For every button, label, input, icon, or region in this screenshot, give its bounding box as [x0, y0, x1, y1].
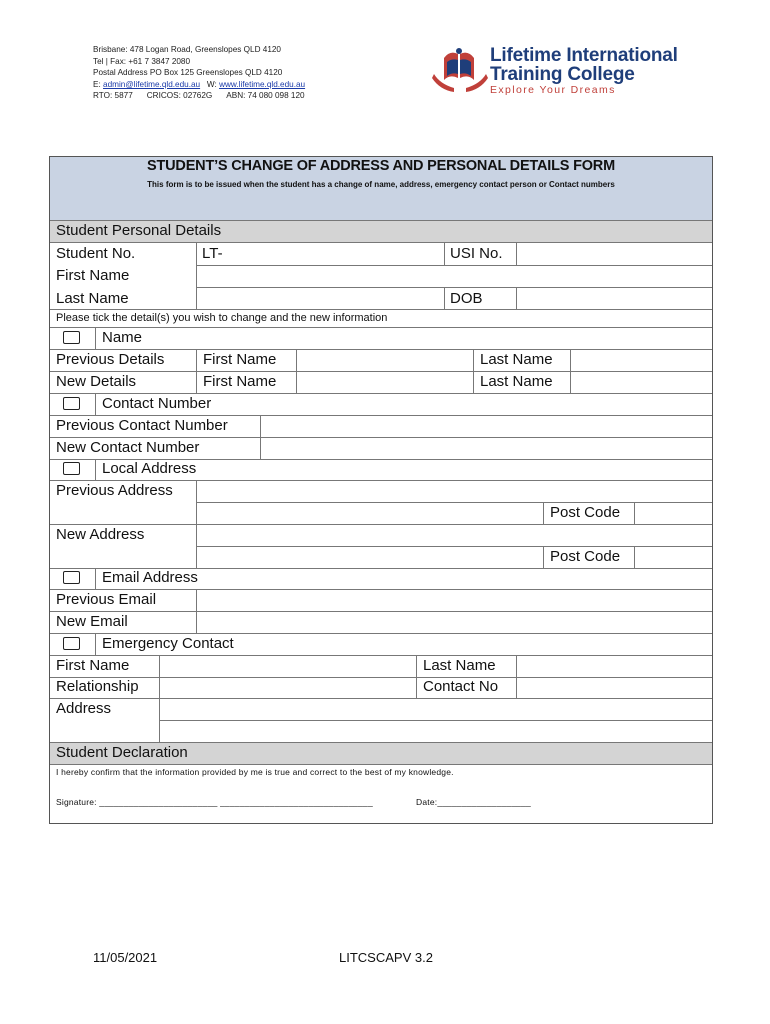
previous-details-label: Previous Details	[56, 351, 165, 368]
dob-field[interactable]	[517, 288, 712, 309]
change-instruction: Please tick the detail(s) you wish to change and the new information	[56, 312, 388, 324]
first-name-label: First Name	[56, 267, 130, 284]
footer-document-code: LITCSCAPV 3.2	[339, 950, 433, 965]
student-no-label: Student No.	[56, 245, 136, 262]
email-web-line	[93, 79, 319, 91]
website-link[interactable]: www.lifetime.qld.edu.au	[219, 79, 306, 89]
college-logo	[430, 44, 700, 100]
emergency-address-label: Address	[56, 700, 112, 717]
emergency-last-name-label: Last Name	[423, 657, 496, 674]
previous-post-code-label: Post Code	[550, 504, 621, 521]
declaration-heading: Student Declaration	[56, 744, 188, 761]
contact-no-label: Contact No	[423, 678, 499, 695]
postal-line: Postal Address PO Box 125 Greenslopes QLD 4120	[93, 68, 283, 78]
declaration-statement: I hereby confirm that the information provided by me is true and correct to the best of my knowledge.	[56, 767, 454, 777]
date-line[interactable]: Date:___________________	[416, 797, 531, 807]
contact-number-checkbox[interactable]	[63, 397, 80, 410]
first-name-field[interactable]	[197, 266, 712, 287]
new-last-name-label: Last Name	[480, 373, 553, 390]
phone-line: Tel | Fax: +61 7 3847 2080	[93, 56, 191, 66]
new-first-name-label: First Name	[203, 373, 277, 390]
cricos-number: CRICOS: 02762G	[146, 91, 213, 101]
email-link[interactable]: admin@lifetime.qld.edu.au	[103, 79, 201, 89]
logo-line-1: Lifetime International	[490, 45, 678, 66]
previous-contact-label: Previous Contact Number	[56, 417, 228, 434]
web-prefix: W:	[206, 79, 220, 89]
previous-first-name-label: First Name	[203, 351, 277, 368]
email-address-checkbox[interactable]	[63, 571, 80, 584]
college-contact-block	[93, 44, 319, 102]
emergency-contact-checkbox[interactable]	[63, 637, 80, 650]
emergency-contact-option-label: Emergency Contact	[102, 635, 234, 652]
usi-no-field[interactable]	[517, 243, 712, 265]
local-address-checkbox[interactable]	[63, 462, 80, 475]
emergency-first-name-label: First Name	[56, 657, 130, 674]
contact-number-option-label: Contact Number	[102, 395, 212, 412]
local-address-option-label: Local Address	[102, 460, 197, 477]
new-email-label: New Email	[56, 613, 128, 630]
email-prefix: E:	[93, 79, 104, 89]
relationship-label: Relationship	[56, 678, 139, 695]
usi-no-label: USI No.	[450, 245, 503, 262]
new-details-label: New Details	[56, 373, 137, 390]
previous-last-name-label: Last Name	[480, 351, 553, 368]
new-post-code-label: Post Code	[550, 548, 621, 565]
student-no-field[interactable]: LT-	[202, 245, 223, 262]
registration-line	[93, 90, 319, 102]
name-option-label: Name	[102, 329, 143, 346]
name-checkbox[interactable]	[63, 331, 80, 344]
last-name-field[interactable]	[197, 288, 444, 309]
personal-details-heading: Student Personal Details	[56, 222, 222, 239]
dob-label: DOB	[450, 290, 483, 307]
previous-address-label: Previous Address	[56, 482, 173, 499]
last-name-label: Last Name	[56, 290, 129, 307]
logo-tagline: Explore Your Dreams	[490, 84, 616, 96]
previous-email-label: Previous Email	[56, 591, 157, 608]
abn-number: ABN: 74 080 098 120	[226, 91, 305, 101]
new-address-label: New Address	[56, 526, 145, 543]
rto-number: RTO: 5877	[93, 91, 133, 101]
signature-line[interactable]: Signature: ________________________ _______________________________	[56, 797, 373, 807]
new-contact-label: New Contact Number	[56, 439, 200, 456]
form-subtitle: This form is to be issued when the student has a change of name, address, emergency contact person or Contact numbers	[147, 180, 615, 189]
footer-date: 11/05/2021	[93, 950, 158, 965]
logo-line-2: Training College	[490, 64, 635, 85]
form-title: STUDENT’S CHANGE OF ADDRESS AND PERSONAL DETAILS FORM	[147, 158, 615, 174]
email-address-option-label: Email Address	[102, 569, 198, 586]
book-hands-logo-icon	[430, 44, 490, 100]
address-line: Brisbane: 478 Logan Road, Greenslopes QLD 4120	[93, 45, 281, 54]
